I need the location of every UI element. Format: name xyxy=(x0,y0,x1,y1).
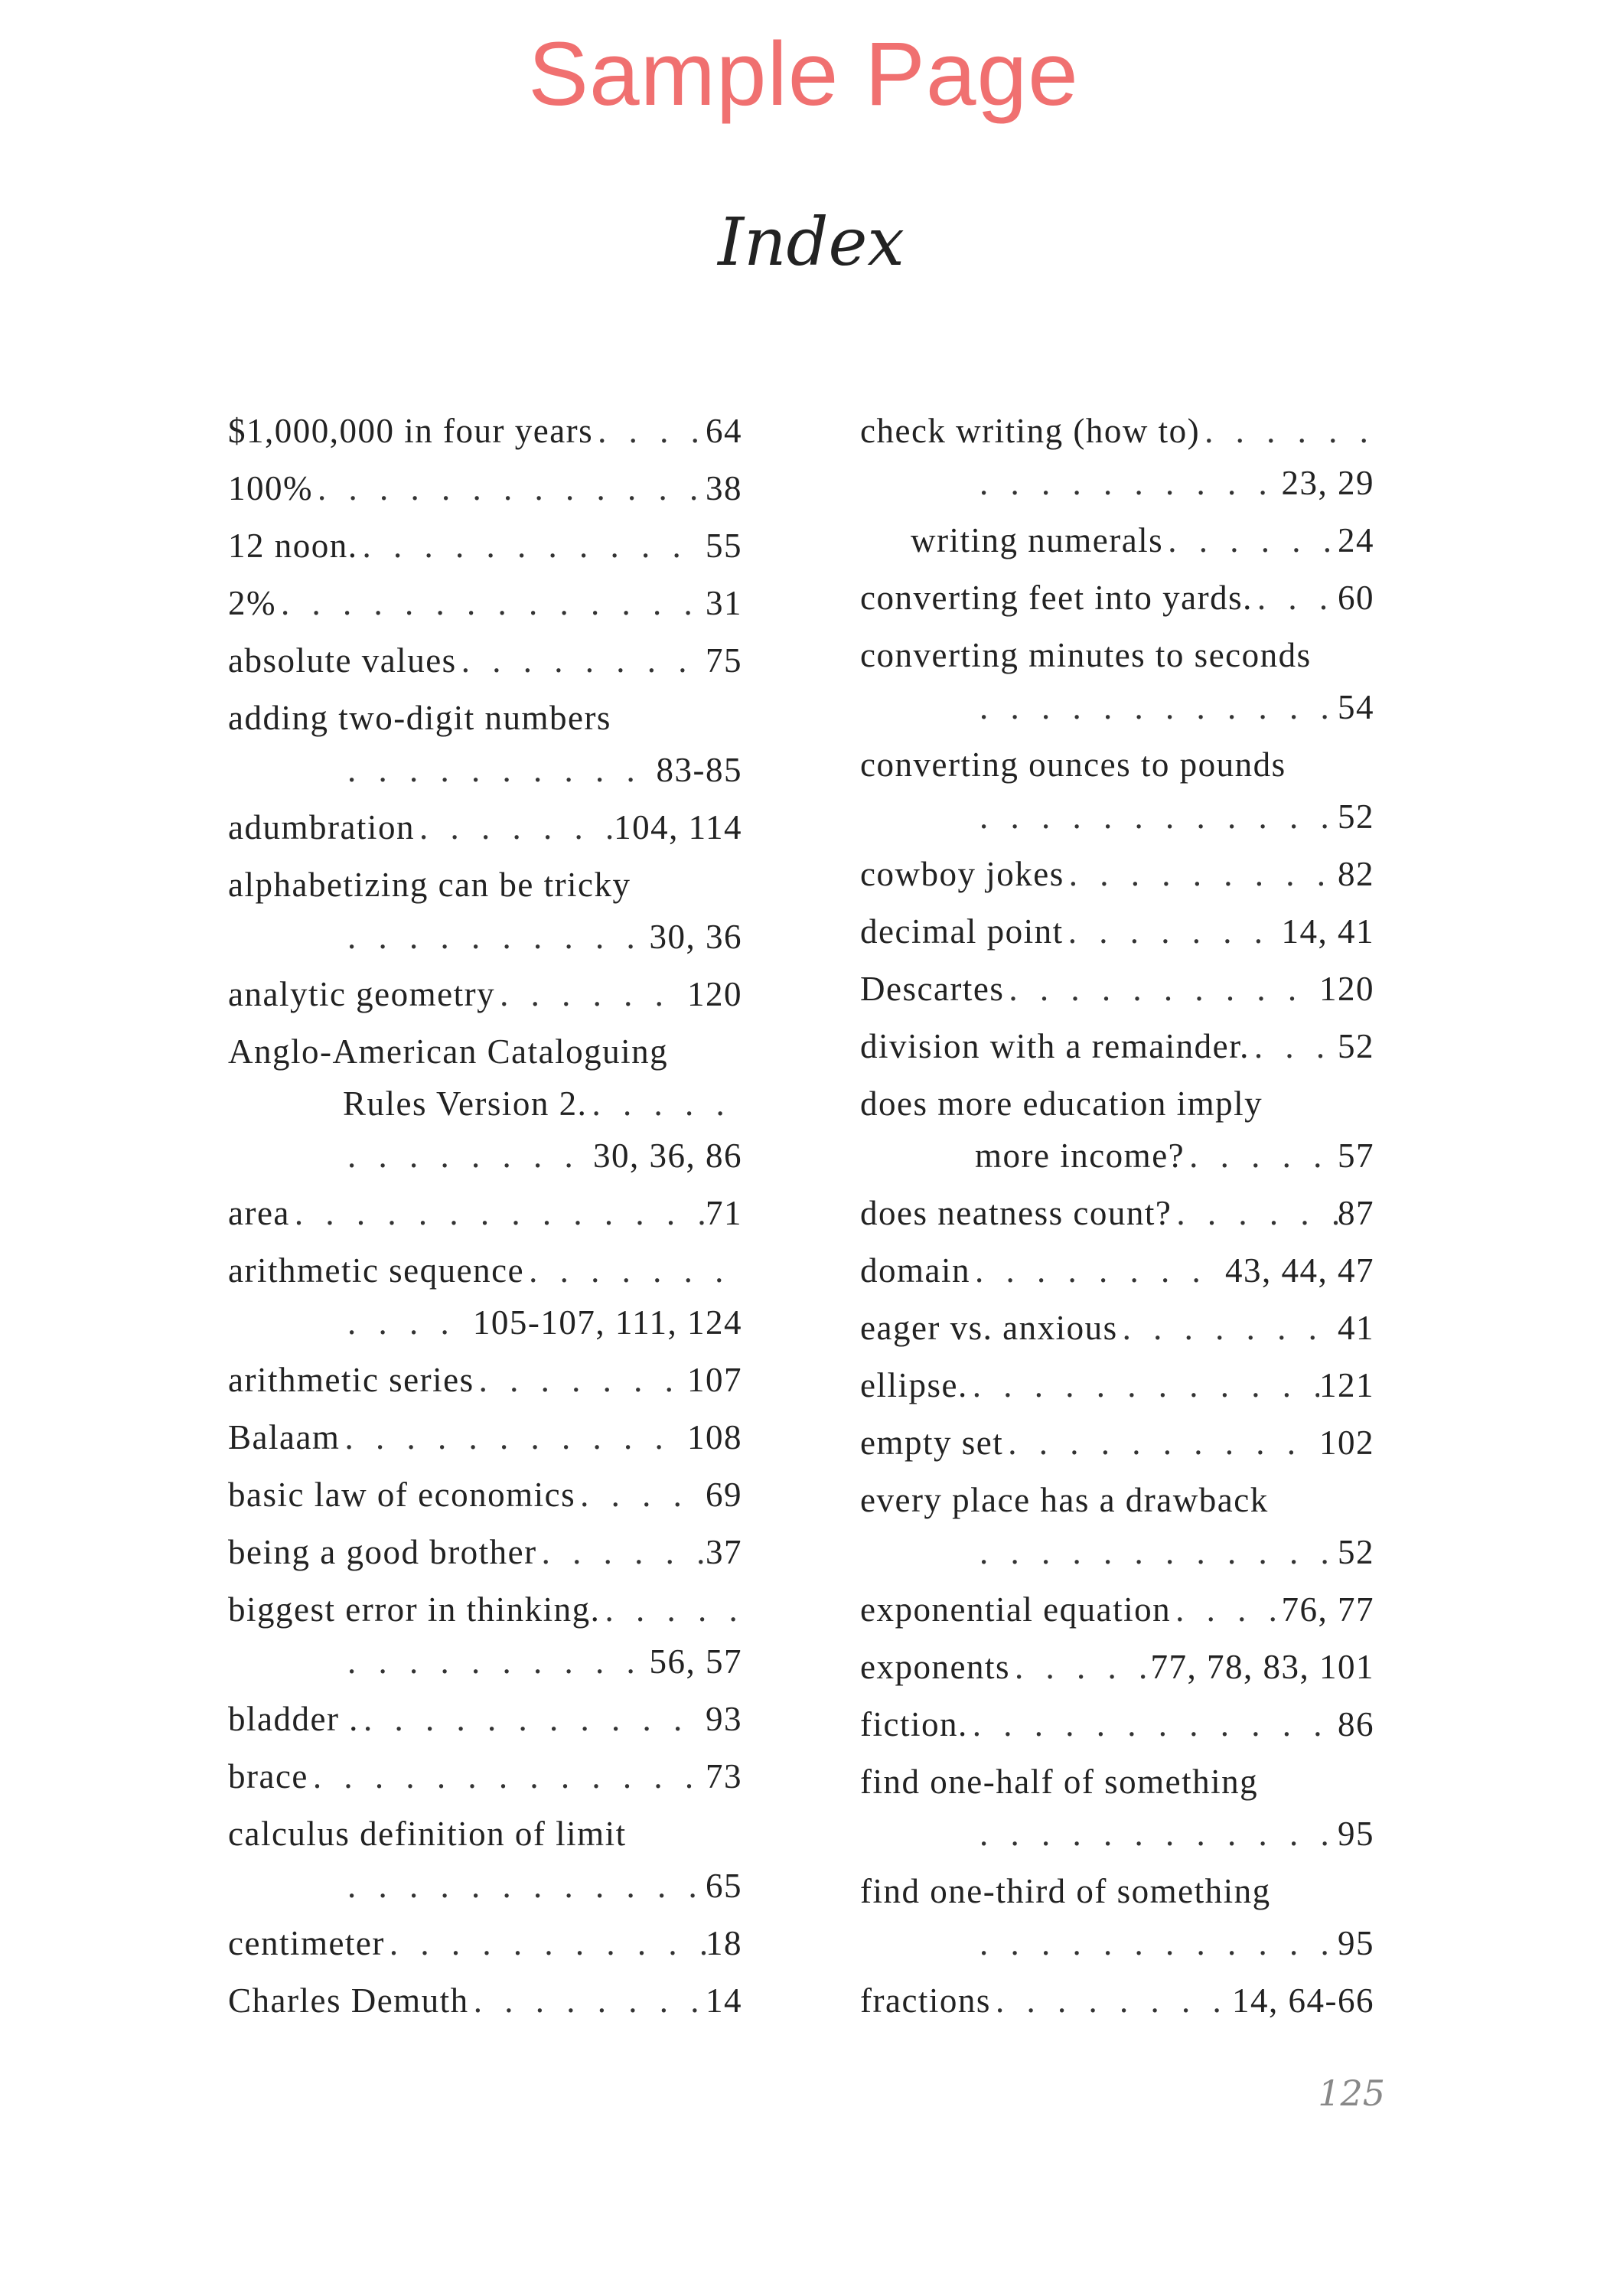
index-entry-continuation: . . . 30, 36, 86 xyxy=(343,1132,742,1179)
index-entry-continuation: . . . 105-107, 111, 124 xyxy=(343,1299,742,1346)
index-entry-continuation: more income? . . . 57 xyxy=(975,1132,1374,1179)
index-entry: 2% . . . 31 xyxy=(228,579,742,627)
index-entry: biggest error in thinking. . . . xyxy=(228,1586,742,1633)
index-entry: does more education imply xyxy=(860,1084,1263,1123)
page-number: 125 xyxy=(1318,2073,1385,2114)
index-entry: empty set . . . 102 xyxy=(860,1419,1374,1466)
index-entry: centimeter . . . 18 xyxy=(228,1919,742,1967)
index-entry-continuation: . . . 52 xyxy=(975,793,1374,840)
index-entry: 12 noon. . . . 55 xyxy=(228,522,742,569)
index-entry-continuation: . . . 56, 57 xyxy=(343,1638,742,1685)
index-entry: brace . . . 73 xyxy=(228,1753,742,1800)
index-entry: check writing (how to) . . . xyxy=(860,407,1374,455)
index-entry-continuation: . . . 65 xyxy=(343,1862,742,1910)
index-entry: $1,000,000 in four years . . . 64 xyxy=(228,407,742,455)
index-entry-continuation: . . . 54 xyxy=(975,683,1374,731)
index-entry-continuation: . . . 30, 36 xyxy=(343,913,742,960)
index-entry-continuation: . . . 83-85 xyxy=(343,746,742,794)
index-entry: ellipse. . . . 121 xyxy=(860,1362,1374,1409)
index-entry: domain . . . 43, 44, 47 xyxy=(860,1247,1374,1294)
index-entry: being a good brother . . . 37 xyxy=(228,1528,742,1576)
index-entry: converting ounces to pounds xyxy=(860,745,1286,784)
index-title: Index xyxy=(718,204,905,281)
index-entry: cowboy jokes . . . 82 xyxy=(860,850,1374,898)
index-entry: analytic geometry . . . 120 xyxy=(228,970,742,1018)
index-entry: find one-third of something xyxy=(860,1872,1271,1910)
index-entry: arithmetic series . . . 107 xyxy=(228,1356,742,1404)
index-entry: 100% . . . 38 xyxy=(228,465,742,512)
index-entry: adding two-digit numbers xyxy=(228,699,611,737)
index-entry: eager vs. anxious . . . 41 xyxy=(860,1304,1374,1352)
index-entry: Anglo-American Cataloguing xyxy=(228,1032,669,1071)
index-entry: every place has a drawback xyxy=(860,1481,1269,1519)
index-entry: exponents . . . 77, 78, 83, 101 xyxy=(860,1643,1374,1691)
index-entry: exponential equation . . . 76, 77 xyxy=(860,1586,1374,1633)
index-entry: arithmetic sequence . . . xyxy=(228,1247,742,1294)
index-subentry: writing numerals . . . 24 xyxy=(911,517,1374,564)
index-entry: adumbration . . . 104, 114 xyxy=(228,804,742,851)
index-entry-continuation: Rules Version 2. . . . xyxy=(343,1080,742,1127)
index-entry: area . . . 71 xyxy=(228,1189,742,1237)
index-entry: fiction. . . . 86 xyxy=(860,1701,1374,1748)
index-entry: division with a remainder. . . . 52 xyxy=(860,1022,1374,1070)
index-entry-continuation: . . . 52 xyxy=(975,1528,1374,1576)
index-entry: decimal point . . . 14, 41 xyxy=(860,908,1374,955)
index-entry: basic law of economics . . . 69 xyxy=(228,1471,742,1518)
index-entry: find one-half of something xyxy=(860,1763,1259,1801)
index-entry: converting feet into yards. . . . 60 xyxy=(860,574,1374,621)
index-entry: converting minutes to seconds xyxy=(860,636,1312,674)
index-entry: fractions . . . 14, 64-66 xyxy=(860,1977,1374,2024)
index-entry: does neatness count? . . . 87 xyxy=(860,1189,1374,1237)
index-entry-continuation: . . . 23, 29 xyxy=(975,459,1374,507)
index-entry: Descartes . . . 120 xyxy=(860,965,1374,1013)
index-entry: calculus definition of limit xyxy=(228,1815,627,1853)
index-entry: bladder . . . . 93 xyxy=(228,1695,742,1743)
index-entry-continuation: . . . 95 xyxy=(975,1810,1374,1857)
index-entry-continuation: . . . 95 xyxy=(975,1919,1374,1967)
index-entry: alphabetizing can be tricky xyxy=(228,866,631,904)
index-entry: absolute values . . . 75 xyxy=(228,637,742,684)
index-entry: Charles Demuth . . . 14 xyxy=(228,1977,742,2024)
index-entry: Balaam . . . 108 xyxy=(228,1414,742,1461)
sample-page-watermark: Sample Page xyxy=(528,24,1079,125)
